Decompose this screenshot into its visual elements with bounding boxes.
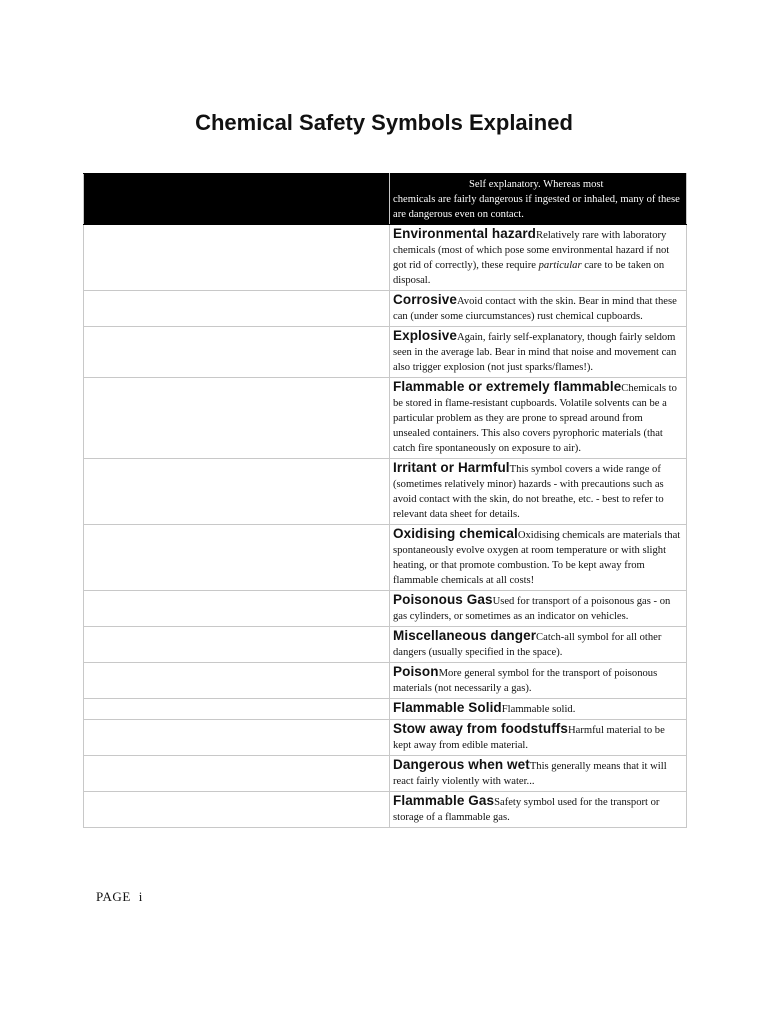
- symbol-image-cell: [84, 378, 390, 459]
- symbol-name: Oxidising chemical: [393, 526, 518, 541]
- symbol-image-cell: [84, 327, 390, 378]
- header-description-line1: Self explanatory. Whereas most: [469, 179, 604, 190]
- symbol-image-cell: [84, 525, 390, 591]
- symbol-image-cell: [84, 627, 390, 663]
- symbol-name: Dangerous when wet: [393, 757, 530, 772]
- symbol-description: Oxidising chemicals are materials that spontaneously evolve oxygen at room temperature or with slight heating, or that promote combustion. To be kept away from flammable chemicals at all costs!: [393, 530, 681, 586]
- table-row: [84, 699, 687, 720]
- symbol-description: This generally means that it will react fairly violently with water...: [393, 761, 667, 787]
- symbol-name: Flammable Solid: [393, 700, 502, 715]
- symbol-image-cell: [84, 756, 390, 792]
- symbol-image-cell: [84, 792, 390, 828]
- symbol-description-cell: [390, 291, 687, 327]
- header-description-rest: chemicals are fairly dangerous if ingested or inhaled, many of these are dangerous even on contact.: [393, 194, 680, 220]
- symbol-description: Catch-all symbol for all other dangers (usually specified in the space).: [393, 632, 662, 658]
- page-label: PAGE: [96, 889, 131, 904]
- symbol-description: Relatively rare with laboratory chemicals (most of which pose some environmental hazard if not got rid of correctly), these require: [393, 230, 670, 271]
- symbol-description-cell: [390, 225, 687, 291]
- table-row: [84, 378, 687, 459]
- symbol-description: Avoid contact with the skin. Bear in mind that these can (under some ciurcumstances) rust chemical cupboards.: [393, 296, 677, 322]
- symbol-image-cell: [84, 591, 390, 627]
- symbol-description-cell: [390, 525, 687, 591]
- symbol-description-cell: [390, 627, 687, 663]
- table-row: [84, 663, 687, 699]
- symbol-name: Corrosive: [393, 292, 457, 307]
- table-row: [84, 291, 687, 327]
- symbol-name: Environmental hazard: [393, 226, 537, 241]
- symbol-description-cell: [390, 459, 687, 525]
- symbol-description-cell: [390, 327, 687, 378]
- table-row: [84, 627, 687, 663]
- safety-symbols-table: [83, 173, 687, 828]
- symbol-description-cell: [390, 720, 687, 756]
- table-row: [84, 591, 687, 627]
- symbol-name: Poison: [393, 664, 439, 679]
- table-row: [84, 327, 687, 378]
- symbol-name: Irritant or Harmful: [393, 460, 510, 475]
- symbol-image-cell: [84, 663, 390, 699]
- table-row: [84, 225, 687, 291]
- symbol-description: Chemicals to be stored in flame-resistant cupboards. Volatile solvents can be a particular problem as they are prone to spread around from unsealed containers. This also covers pyrophoric materials (that catch fire spontaneously on exposure to air).: [393, 383, 677, 454]
- symbol-description: Harmful material to be kept away from edible material.: [393, 725, 665, 751]
- document-title: Chemical Safety Symbols Explained: [195, 110, 573, 135]
- page-footer: [96, 889, 143, 905]
- symbol-description-cell: [390, 699, 687, 720]
- symbol-description-cell: [390, 378, 687, 459]
- symbol-image-cell: [84, 459, 390, 525]
- symbol-description: More general symbol for the transport of poisonous materials (not necessarily a gas).: [393, 668, 658, 694]
- symbol-description-cell: [390, 663, 687, 699]
- symbol-name: Miscellaneous danger: [393, 628, 537, 643]
- symbol-description-emphasis: particular: [538, 260, 582, 271]
- symbol-image-cell: [84, 699, 390, 720]
- table-row: [84, 720, 687, 756]
- symbol-description: Again, fairly self-explanatory, though fairly seldom seen in the average lab. Bear in mind that noise and movement can also trigger explosion (not just sparks/flames!).: [393, 332, 677, 373]
- symbol-description-cell: [390, 591, 687, 627]
- symbol-name: Flammable or extremely flammable: [393, 379, 622, 394]
- symbol-description-end: care to be taken on disposal.: [393, 260, 665, 286]
- symbol-description-cell: [390, 792, 687, 828]
- table-row: [84, 756, 687, 792]
- symbol-image-cell: [84, 225, 390, 291]
- symbol-name: Explosive: [393, 328, 457, 343]
- symbol-name: Stow away from foodstuffs: [393, 721, 569, 736]
- symbol-description: Flammable solid.: [501, 704, 576, 715]
- table-row: [84, 459, 687, 525]
- table-header-row: [84, 174, 687, 225]
- symbol-description-cell: [390, 756, 687, 792]
- symbol-image-cell: [84, 720, 390, 756]
- table-row: [84, 792, 687, 828]
- symbol-description: This symbol covers a wide range of (sometimes relatively minor) hazards - with precautions such as avoid contact with the skin, do not breathe, etc. - best to refer to relevant data sheet for details.: [393, 464, 664, 520]
- symbol-description: Safety symbol used for the transport or storage of a flammable gas.: [393, 797, 660, 823]
- symbol-name: Flammable Gas: [393, 793, 495, 808]
- symbol-image-cell: [84, 174, 390, 225]
- page-number: i: [138, 889, 143, 904]
- symbol-name: Poisonous Gas: [393, 592, 493, 607]
- table-row: [84, 525, 687, 591]
- header-description-cell: [390, 174, 687, 225]
- symbol-description: Used for transport of a poisonous gas - on gas cylinders, or sometimes as an indicator on vehicles.: [393, 596, 671, 622]
- symbol-image-cell: [84, 291, 390, 327]
